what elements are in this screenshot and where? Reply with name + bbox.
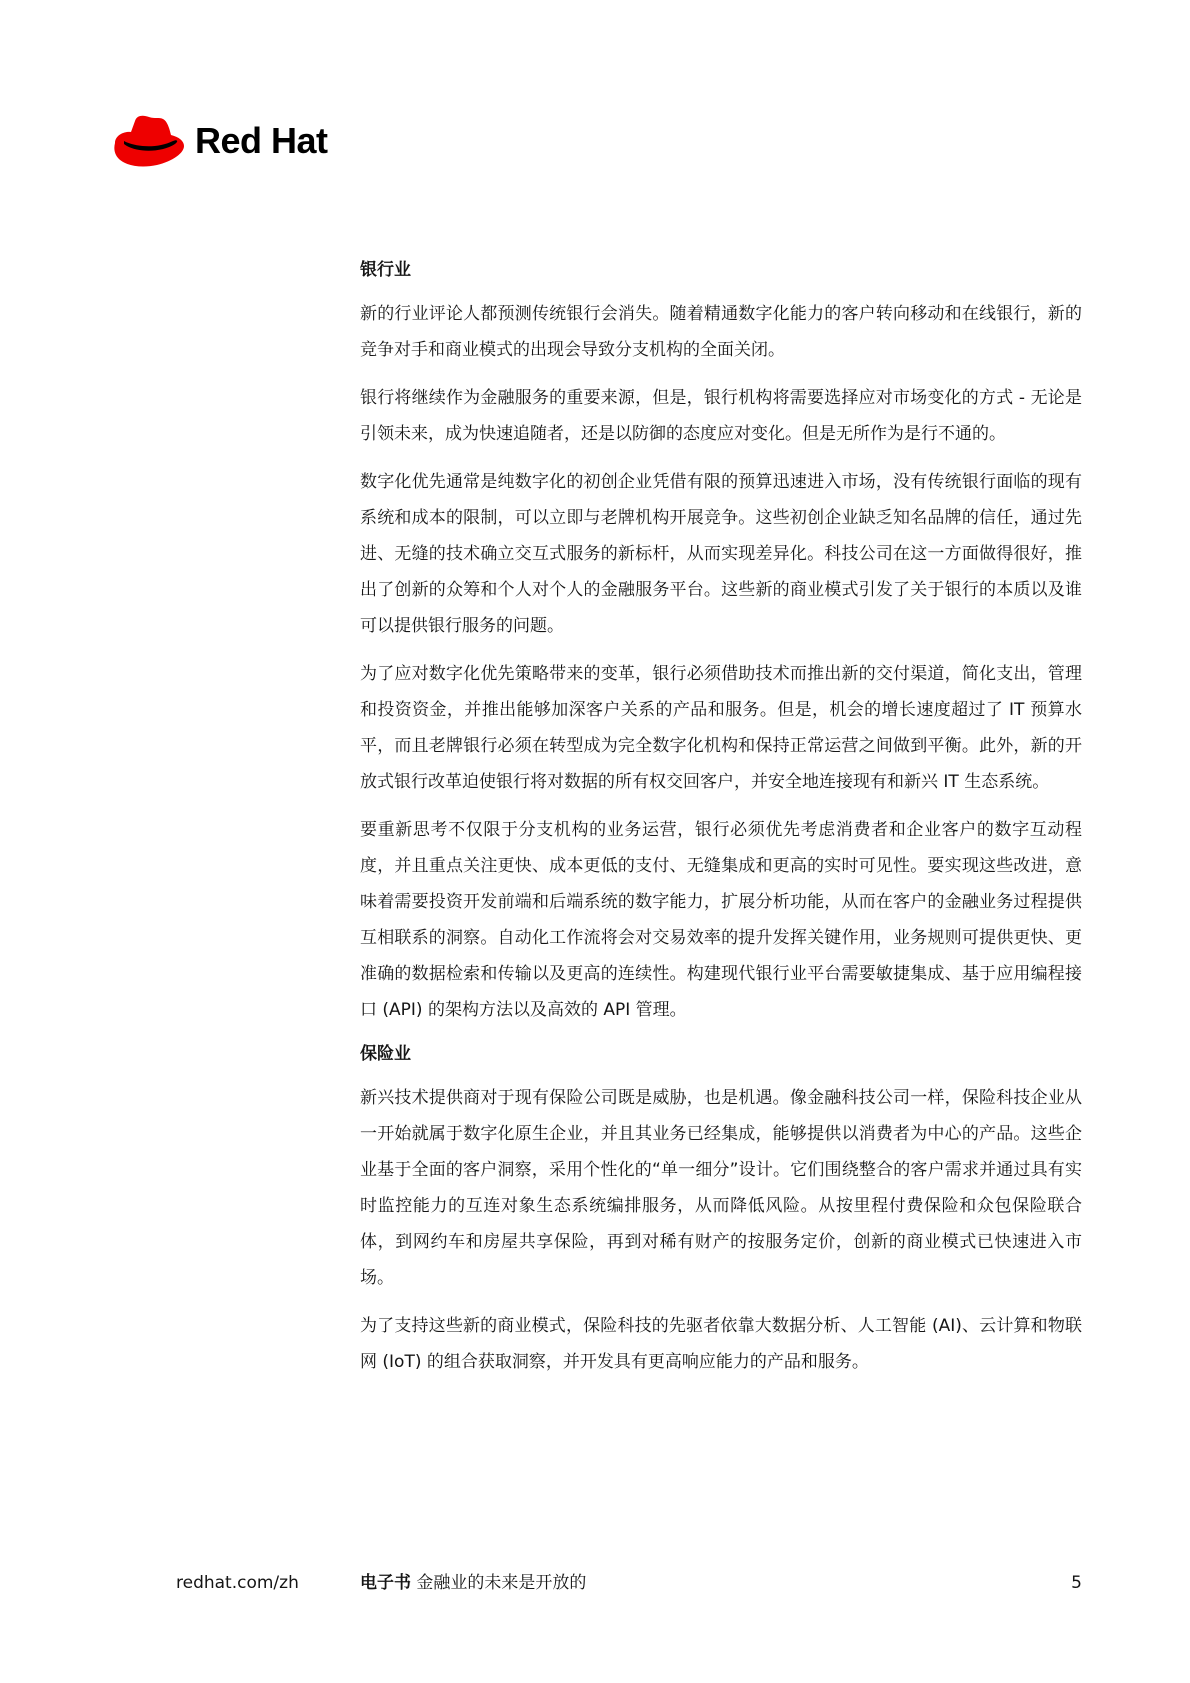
section-heading-insurance: 保险业 [360,1044,411,1064]
paragraph: 数字化优先通常是纯数字化的初创企业凭借有限的预算迅速进入市场，没有传统银行面临的现有系统和成本的限制，可以立即与老牌机构开展竞争。这些初创企业缺乏知名品牌的信任，通过先进、无缝的技术确立交互式服务的新标杆，从而实现差异化。科技公司在这一方面做得很好，推出了创新的众筹和个人对个人的金融服务平台。这些新的商业模式引发了关于银行的本质以及谁可以提供银行服务的问题。 [360,472,1082,636]
section-heading-banking: 银行业 [360,260,411,280]
brand-name: Red Hat [195,120,328,161]
doc-type-label: 电子书 [360,1573,411,1593]
doc-title: 金融业的未来是开放的 [416,1573,587,1593]
paragraph: 为了应对数字化优先策略带来的变革，银行必须借助技术而推出新的交付渠道，简化支出，管理和投资资金，并推出能够加深客户关系的产品和服务。但是，机会的增长速度超过了 IT 预算水平，而且老牌银行必须在转型成为完全数字化机构和保持正常运营之间做到平衡。此外，新的开放式银行改革迫使银行将对数据的所有权交回客户，并安全地连接现有和新兴 IT 生态系统。 [360,664,1082,792]
paragraph: 新的行业评论人都预测传统银行会消失。随着精通数字化能力的客户转向移动和在线银行，新的竞争对手和商业模式的出现会导致分支机构的全面关闭。 [360,304,1082,360]
red-hat-logo [113,111,328,171]
paragraph: 新兴技术提供商对于现有保险公司既是威胁，也是机遇。像金融科技公司一样，保险科技企业从一开始就属于数字化原生企业，并且其业务已经集成，能够提供以消费者为中心的产品。这些企业基于全面的客户洞察，采用个性化的“单一细分”设计。它们围绕整合的客户需求并通过具有实时监控能力的互连对象生态系统编排服务，从而降低风险。从按里程付费保险和众包保险联合体，到网约车和房屋共享保险，再到对稀有财产的按服务定价，创新的商业模式已快速进入市场。 [360,1088,1082,1288]
footer-doc-title [360,1571,586,1595]
paragraph: 要重新思考不仅限于分支机构的业务运营，银行必须优先考虑消费者和企业客户的数字互动程度，并且重点关注更快、成本更低的支付、无缝集成和更高的实时可见性。要实现这些改进，意味着需要投资开发前端和后端系统的数字能力，扩展分析功能，从而在客户的金融业务过程提供互相联系的洞察。自动化工作流将会对交易效率的提升发挥关键作用，业务规则可提供更快、更准确的数据检索和传输以及更高的连续性。构建现代银行业平台需要敏捷集成、基于应用编程接口 (API) 的架构方法以及高效的 API 管理。 [360,820,1082,1020]
footer-url-link[interactable]: redhat.com/zh [176,1573,299,1593]
paragraph: 银行将继续作为金融服务的重要来源，但是，银行机构将需要选择应对市场变化的方式 - 无论是引领未来，成为快速追随者，还是以防御的态度应对变化。但是无所作为是行不通的。 [360,388,1082,444]
paragraph: 为了支持这些新的商业模式，保险科技的先驱者依靠大数据分析、人工智能 (AI)、云计算和物联网 (IoT) 的组合获取洞察，并开发具有更高响应能力的产品和服务。 [360,1316,1082,1372]
article-body [360,256,1082,1392]
page-number: 5 [1071,1573,1082,1593]
red-hat-fedora-icon [113,113,185,169]
